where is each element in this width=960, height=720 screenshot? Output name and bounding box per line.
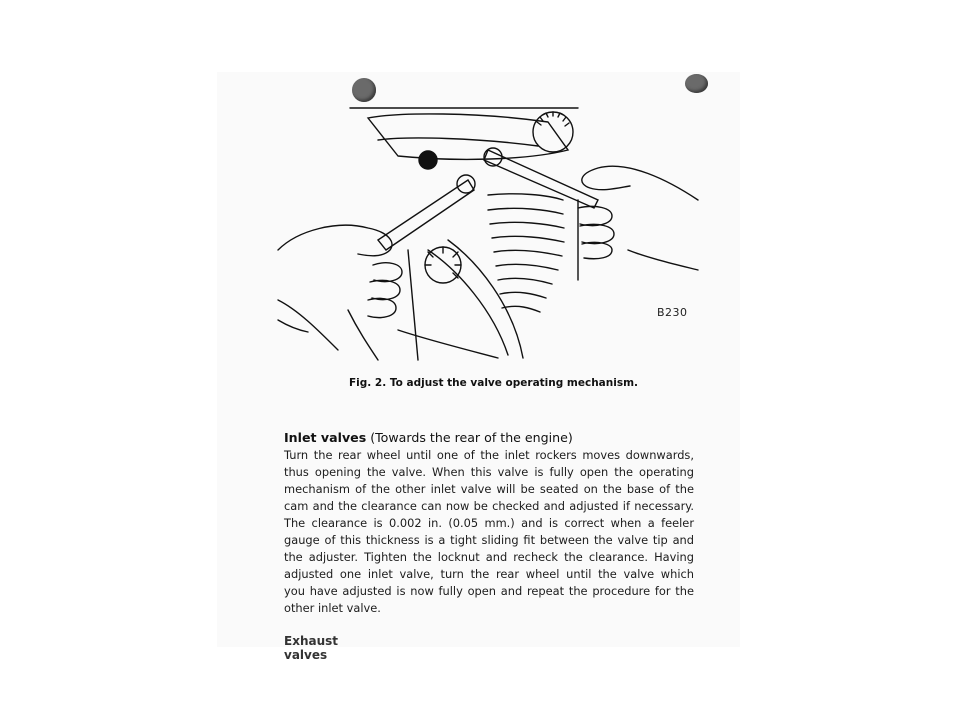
- next-heading: Exhaust valves: [284, 634, 338, 662]
- next-heading-cutoff: [284, 634, 374, 662]
- body-line: adjusted one inlet valve, turn the rear wheel until the valve which: [284, 567, 694, 581]
- engine-illustration: [278, 100, 698, 368]
- figure-code: B230: [657, 306, 688, 319]
- binder-hole-left: [352, 78, 376, 102]
- body-line: gauge of this thickness is a tight sliding fit between the valve tip and: [284, 533, 694, 547]
- body-line: other inlet valve.: [284, 601, 381, 615]
- section-title-rest: (Towards the rear of the engine): [366, 430, 573, 445]
- body-paragraph: [284, 447, 694, 617]
- body-line: The clearance is 0.002 in. (0.05 mm.) and is correct when a feeler: [284, 516, 694, 530]
- figure-caption: Fig. 2. To adjust the valve operating mechanism.: [349, 377, 639, 389]
- body-line: mechanism of the other inlet valve will be seated on the base of the: [284, 482, 694, 496]
- body-line: Turn the rear wheel until one of the inlet rockers moves downwards,: [284, 448, 694, 462]
- body-line: thus opening the valve. When this valve is fully open the operating: [284, 465, 694, 479]
- section-title: [284, 430, 573, 445]
- body-line: you have adjusted is now fully open and repeat the procedure for the: [284, 584, 694, 598]
- body-line: the adjuster. Tighten the locknut and recheck the clearance. Having: [284, 550, 694, 564]
- section-title-bold: Inlet valves: [284, 430, 367, 445]
- binder-hole-right: [685, 74, 708, 93]
- body-line: cam and the clearance can now be checked and adjusted if necessary.: [284, 499, 694, 513]
